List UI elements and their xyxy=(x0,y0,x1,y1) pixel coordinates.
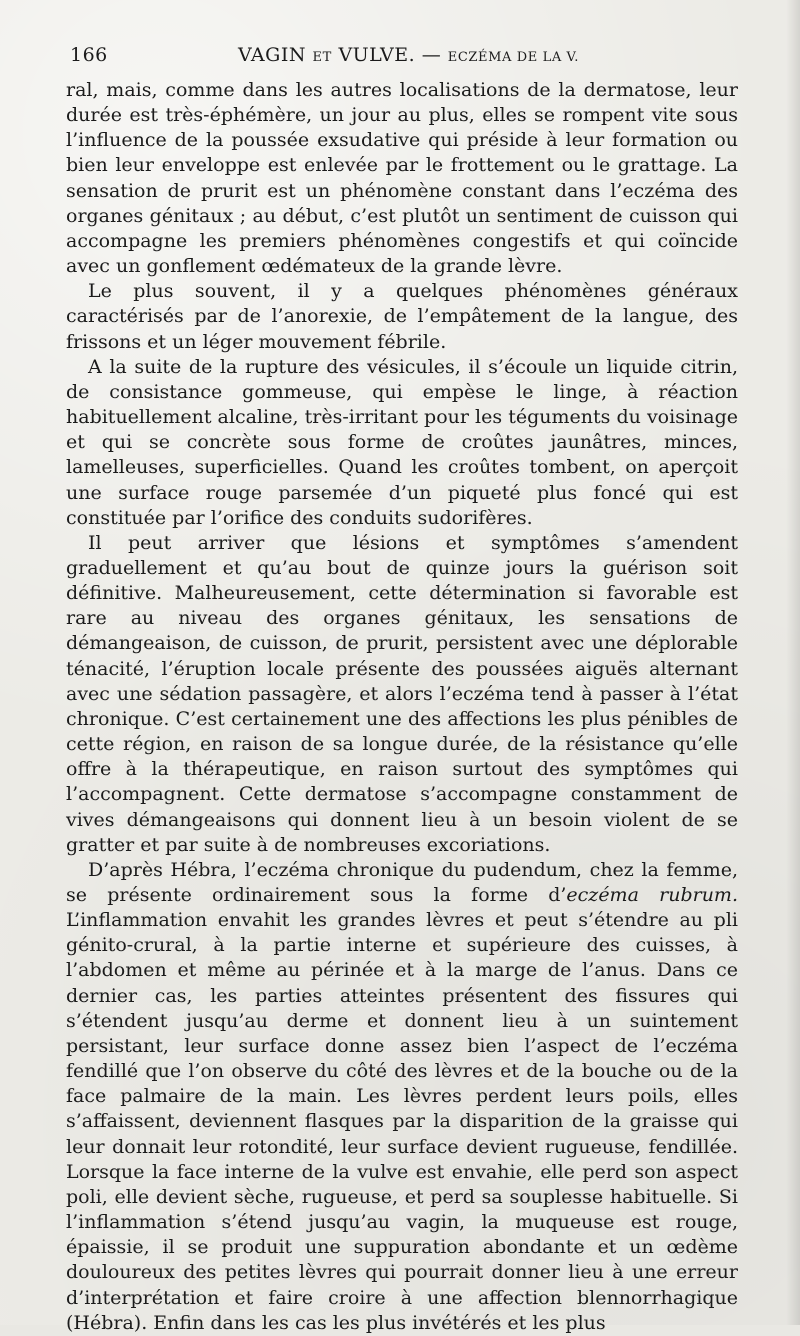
paragraph-5 xyxy=(66,858,738,1336)
body-text xyxy=(66,78,738,1336)
paragraph-1: ral, mais, comme dans les autres localisations de la dermatose, leur durée est très-éphémère, un jour au plus, elles se rompent vite sous l’influence de la poussée exsudative qui préside à leur formation ou bien leur enveloppe est enlevée par le frottement ou le grattage. La sensation de prurit est un phénomène constant dans l’eczéma des organes génitaux ; au début, c’est plutôt un sentiment de cuisson qui accompagne les premiers phénomènes congestifs et qui coïncide avec un gonflement œdémateux de la grande lèvre. xyxy=(66,79,738,278)
paragraph-5-start: D’après Hébra, l’eczéma chronique du pudendum, chez la femme, se présente ordinairement sous la forme d’ xyxy=(66,858,738,906)
paragraph-2: Le plus souvent, il y a quelques phénomènes généraux caractérisés par de l’anorexie, de l’empâtement de la langue, des frissons et un léger mouvement fébrile. xyxy=(66,280,738,353)
title-et: ET xyxy=(312,50,332,65)
page-edge-shadow xyxy=(786,0,800,1325)
section-title: ECZÉMA DE LA V. xyxy=(447,50,580,65)
page-number: 166 xyxy=(70,44,108,66)
running-title xyxy=(238,44,579,66)
title-dash: — xyxy=(421,44,442,66)
paragraph-4: Il peut arriver que lésions et symptômes s’amendent graduellement et qu’au bout de quinze jours la guérison soit définitive. Malheureusement, cette détermination si favorable est rare au niveau des organes génitaux, les sensations de démangeaison, de cuisson, de prurit, persistent avec une déplorable ténacité, l’éruption locale présente des poussées aiguës alternant avec une sédation passagère, et alors l’eczéma tend à passer à l’état chronique. C’est certainement une des affections les plus pénibles de cette région, en raison de sa longue durée, de la résistance qu’elle offre à la thérapeutique, en raison surtout des symptômes qui l’accompagnent. Cette dermatose s’accompagne constamment de vives démangeaisons qui donnent lieu à un besoin violent de se gratter et par suite à de nombreuses excoriations. xyxy=(66,531,738,856)
paragraph-5-rest: L’inflammation envahit les grandes lèvres et peut s’étendre au pli génito-crural, à la partie interne et supérieure des cuisses, à l’abdomen et même au périnée et à la marge de l’anus. Dans ce dernier cas, les parties atteintes présentent des fissures qui s’étendent jusqu’au derme et donnent lieu à un suintement persistant, leur surface donne assez bien l’aspect de l’eczéma fendillé que l’on observe du côté des lèvres et de la bouche ou de la face palmaire de la main. Les lèvres perdent leurs poils, elles s’affaissent, deviennent flasques par la disparition de la graisse qui leur donnait leur rotondité, leur surface devient rugueuse, fendillée. Lorsque la face interne de la vulve est envahie, elle perd son aspect poli, elle devient sèche, rugueuse, et perd sa souplesse habituelle. Si l’inflammation s’étend jusqu’au vagin, la muqueuse est rouge, épaissie, il se produit une suppuration abondante et un œdème douloureux des petites lèvres qui pourrait donner lieu à une erreur d’interprétation et faire croire à une affection blennorrhagique (Hébra). Enfin dans les cas les plus invétérés et les plus xyxy=(66,909,738,1334)
eczema-rubrum-term: eczéma rubrum. xyxy=(566,884,738,906)
title-vulve: VULVE. xyxy=(338,44,416,66)
paragraph-3: A la suite de la rupture des vésicules, il s’écoule un liquide citrin, de consistance gommeuse, qui empèse le linge, à réaction habituellement alcaline, très-irritant pour les téguments du voisinage et qui se concrète sous forme de croûtes jaunâtres, minces, lamelleuses, superficielles. Quand les croûtes tombent, on aperçoit une surface rouge parsemée d’un piqueté plus foncé qui est constituée par l’orifice des conduits sudorifères. xyxy=(66,355,738,529)
title-vagin: VAGIN xyxy=(238,44,306,66)
